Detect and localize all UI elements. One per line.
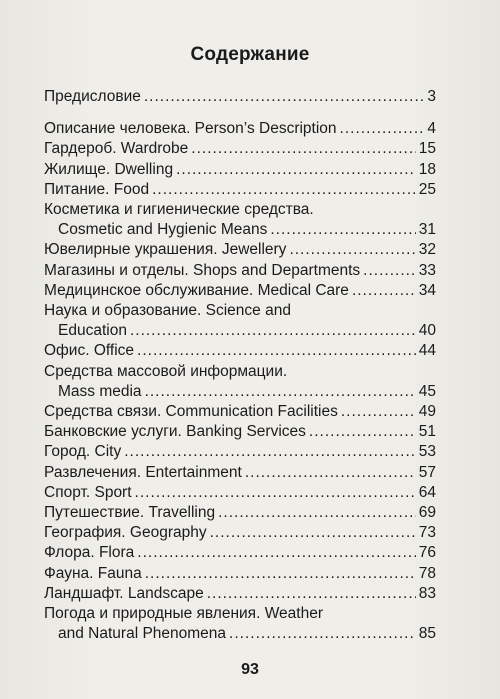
- dot-leader: [137, 341, 416, 361]
- dot-leader: [191, 139, 415, 159]
- toc-entry-title: Спорт. Sport: [44, 483, 132, 501]
- dot-leader: [363, 261, 416, 281]
- toc-entry-page: 34: [418, 281, 436, 299]
- toc-entry-page: 76: [418, 544, 436, 562]
- toc-entry-page: 85: [418, 625, 436, 643]
- dot-leader: [341, 402, 416, 422]
- toc-entry-title: Медицинское обслуживание. Medical Care: [44, 281, 349, 299]
- toc-entry: [44, 624, 436, 644]
- toc-entry-title: Флора. Flora: [44, 544, 135, 562]
- toc-entry-title: Cosmetic and Hygienic Means: [58, 221, 268, 239]
- toc-entry-page: 25: [418, 180, 436, 198]
- toc-entry-title: Офис. Office: [44, 342, 135, 360]
- toc-entry-title: Банковские услуги. Banking Services: [44, 423, 306, 441]
- toc-entry: [44, 422, 436, 442]
- toc-entry-page: 45: [418, 382, 436, 400]
- toc-entry-title: Город. City: [44, 443, 122, 461]
- toc-entry-title: Развлечения. Entertainment: [44, 463, 242, 481]
- toc-entry-title: Mass media: [58, 382, 142, 400]
- toc-entry-title: Магазины и отделы. Shops and Departments: [44, 261, 361, 279]
- toc-entry-title: Education: [58, 322, 127, 340]
- dot-leader: [130, 321, 416, 341]
- toc-entry: [44, 87, 436, 107]
- toc-entry: [44, 543, 436, 563]
- toc-entry-page: 49: [418, 403, 436, 421]
- toc-entry-title: Средства связи. Communication Facilities: [44, 403, 338, 421]
- toc-entry-title: Предисловие: [44, 88, 141, 105]
- toc-entry-page: 53: [418, 443, 436, 461]
- dot-leader: [270, 220, 415, 240]
- toc-entry-page: 32: [418, 241, 436, 259]
- toc-entry-page: 69: [418, 504, 436, 522]
- dot-leader: [218, 503, 416, 523]
- dot-leader: [152, 180, 416, 200]
- toc-entry: [44, 119, 436, 139]
- dot-leader: [352, 281, 416, 301]
- toc-entry-page: 31: [418, 221, 436, 239]
- toc-entry-title: Путешествие. Travelling: [44, 504, 216, 522]
- toc-entry: [44, 442, 436, 462]
- dot-leader: [245, 463, 416, 483]
- toc-entry-page: 57: [418, 463, 436, 481]
- toc-entry-page: 44: [418, 342, 436, 360]
- toc-entry-page: 73: [418, 524, 436, 542]
- toc-entry: [44, 402, 436, 422]
- page-title: Содержание: [190, 44, 310, 65]
- table-of-contents: [44, 87, 436, 644]
- toc-entry-page: 51: [418, 423, 436, 441]
- toc-entry-page: 18: [418, 160, 436, 178]
- toc-entry-page: 3: [427, 88, 436, 105]
- dot-leader: [124, 442, 416, 462]
- toc-entry-title-line1: Косметика и гигиенические средства.: [44, 201, 314, 219]
- toc-entry-page: 40: [418, 322, 436, 340]
- toc-entry: [44, 483, 436, 503]
- toc-entry: [44, 261, 436, 281]
- toc-entry-title: Жилище. Dwelling: [44, 160, 174, 178]
- toc-entry-title-line1: Наука и образование. Science and: [44, 302, 291, 320]
- toc-entry-title: Гардероб. Wardrobe: [44, 140, 189, 158]
- toc-entry-title-line1: Средства массовой информации.: [44, 362, 288, 380]
- toc-entry: [44, 584, 436, 604]
- dot-leader: [145, 564, 416, 584]
- dot-leader: [229, 624, 416, 644]
- toc-entry: [44, 523, 436, 543]
- toc-entry-title: Фауна. Fauna: [44, 564, 142, 582]
- dot-leader: [145, 382, 416, 402]
- toc-entry: [44, 463, 436, 483]
- toc-entry: [44, 321, 436, 341]
- toc-entry: [44, 160, 436, 180]
- toc-entry: [44, 220, 436, 240]
- toc-entry-title: Ландшафт. Landscape: [44, 584, 204, 602]
- dot-leader: [210, 523, 416, 543]
- dot-leader: [144, 87, 425, 107]
- page-number: 93: [241, 661, 259, 678]
- toc-entry: [44, 139, 436, 159]
- toc-entry-title-line1: Погода и природные явления. Weather: [44, 605, 323, 623]
- toc-entry-page: 83: [418, 584, 436, 602]
- dot-leader: [289, 240, 415, 260]
- dot-leader: [340, 119, 425, 139]
- toc-entry-page: 4: [427, 120, 436, 138]
- toc-entry-title: География. Geography: [44, 524, 207, 542]
- toc-entry-title: Описание человека. Person’s Description: [44, 120, 337, 138]
- toc-entry: [44, 503, 436, 523]
- toc-entry-title: Питание. Food: [44, 180, 150, 198]
- dot-leader: [309, 422, 416, 442]
- toc-entry: [44, 180, 436, 200]
- toc-entry: [44, 382, 436, 402]
- toc-entry-page: 15: [418, 140, 436, 158]
- toc-entry: [44, 564, 436, 584]
- dot-leader: [176, 160, 416, 180]
- dot-leader: [137, 543, 415, 563]
- toc-entry: [44, 281, 436, 301]
- dot-leader: [135, 483, 416, 503]
- spacer: [44, 107, 436, 119]
- toc-entry-page: 64: [418, 483, 436, 501]
- toc-entry-page: 78: [418, 564, 436, 582]
- toc-entry: [44, 240, 436, 260]
- toc-entry-page: 33: [418, 261, 436, 279]
- toc-entry-title: Ювелирные украшения. Jewellery: [44, 241, 287, 259]
- dot-leader: [207, 584, 416, 604]
- toc-entry-title: and Natural Phenomena: [58, 625, 227, 643]
- toc-entry: [44, 341, 436, 361]
